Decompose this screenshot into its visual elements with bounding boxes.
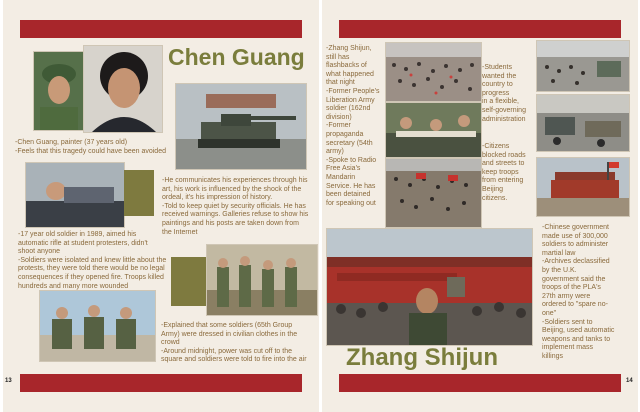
photo-crowd-street <box>536 40 630 92</box>
text-line: wanted the <box>482 72 517 80</box>
text-line: -17 year old soldier in 1989, aimed his <box>18 231 137 238</box>
photo-street-traffic <box>536 94 630 152</box>
text-line: -Around midnight, power was cut off to the <box>161 347 292 355</box>
left-page-title: Chen Guang <box>168 44 305 70</box>
olive-accent-square-2 <box>171 257 206 306</box>
text-line: martial law <box>542 249 576 257</box>
text-line: troops of the PLA's <box>542 284 601 292</box>
text-line: art, his work is influenced by the shock of the <box>162 185 302 193</box>
text-line: -He communicates his experiences through his <box>162 177 308 184</box>
text-line: -Spoke to Radio <box>326 156 377 164</box>
text-line: made use of 300,000 <box>542 232 608 240</box>
text-line: -Students <box>482 64 512 71</box>
text-line: one" <box>542 309 557 317</box>
bottom-red-banner <box>20 374 302 392</box>
text-line: government said the <box>542 275 606 283</box>
text-line: in a flexible, <box>482 98 519 106</box>
photo-young-soldier <box>33 51 85 131</box>
text-line: -Former <box>326 122 351 130</box>
text-line: -Zhang Shijun, <box>326 45 372 52</box>
text-line: from entering <box>482 177 524 185</box>
text-line: -Soldiers were isolated and knew little about the <box>18 256 167 264</box>
photo-zhang-shijun-tiananmen <box>326 228 533 346</box>
text-line: paintings and his posts are taken down from <box>162 219 299 227</box>
text-line: shoot anyone <box>18 248 61 256</box>
photo-crowd-flags <box>385 158 482 228</box>
left-page <box>3 0 319 412</box>
chen-guang-art-text <box>162 177 317 237</box>
text-line: soldier (162nd <box>326 105 371 113</box>
citizens-text <box>482 143 537 203</box>
text-line: protests, they were told there would be no legal <box>18 265 165 273</box>
text-line: Liberation Army <box>326 96 375 104</box>
text-line: ordered to "spare no- <box>542 301 608 309</box>
text-line: Free Asia's <box>326 165 361 173</box>
olive-accent-square-1 <box>124 170 154 216</box>
photo-soldiers-seated <box>39 290 156 362</box>
top-red-banner <box>339 20 621 38</box>
text-line: consequences if they opened fire. Troops killed <box>18 273 164 281</box>
text-line: weapons and tanks to <box>542 335 611 343</box>
text-line: progress <box>482 89 510 97</box>
photo-chen-guang-portrait <box>83 45 163 133</box>
text-line: Service. He has <box>326 182 376 190</box>
right-page-title: Zhang Shijun <box>346 344 498 371</box>
text-line: -Feels that this tragedy could have been avoided <box>15 147 166 155</box>
text-line: what happened <box>326 70 374 78</box>
text-line: army) <box>326 148 344 156</box>
text-line: still has <box>326 53 350 61</box>
page-number: 14 <box>626 378 633 384</box>
text-line: by the U.K. <box>542 266 577 274</box>
text-line: soldiers to administer <box>542 241 609 249</box>
text-line: division) <box>326 113 352 121</box>
text-line: propaganda <box>326 130 364 138</box>
photo-soldiers-marching <box>206 244 318 316</box>
martial-law-text <box>542 224 637 362</box>
text-line: been detained <box>326 191 371 199</box>
photo-crowd-square <box>385 42 482 102</box>
text-line: blocked roads <box>482 151 526 159</box>
text-line: administration <box>482 115 526 123</box>
top-red-banner <box>20 20 302 38</box>
right-page <box>322 0 638 412</box>
text-line: Army) were dressed in civilian clothes in the <box>161 330 298 338</box>
text-line: flashbacks of <box>326 62 367 70</box>
text-line: Beijing <box>482 185 504 193</box>
text-line: -Archives declassified <box>542 258 610 266</box>
text-line: Mandarin <box>326 173 356 181</box>
text-line: square and soldiers were told to fire into the air <box>161 356 307 364</box>
bottom-red-banner <box>339 374 621 392</box>
text-line: -Chen Guang, painter (37 years old) <box>15 139 128 146</box>
text-line: -Told to keep quiet by security officials. He has <box>162 202 306 210</box>
text-line: the Internet <box>162 228 198 236</box>
text-line: killings <box>542 352 564 360</box>
text-line: -Chinese government <box>542 224 609 231</box>
text-line: ordeal, it's his impression of history. <box>162 194 273 202</box>
page-number: 13 <box>5 378 12 384</box>
text-line: -Soldiers sent to <box>542 318 593 326</box>
photo-tiananmen-gate-small <box>536 157 630 217</box>
photo-tank <box>175 83 307 170</box>
text-line: for speaking out <box>326 199 376 207</box>
text-line: citizens. <box>482 194 508 202</box>
text-line: hundreds and many more wounded <box>18 282 129 290</box>
text-line: received warnings. Galleries refuse to show his <box>162 211 309 219</box>
text-line: keep troops <box>482 168 519 176</box>
text-line: -Former People's <box>326 87 380 95</box>
text-line: that night <box>326 79 355 87</box>
students-text <box>482 64 537 124</box>
text-line: country to <box>482 81 513 89</box>
photo-soldier-lying <box>25 162 125 228</box>
text-line: Beijing, used automatic <box>542 327 615 335</box>
zhang-shijun-bio-text <box>326 45 386 208</box>
text-line: 27th army were <box>542 292 591 300</box>
text-line: implement mass <box>542 344 593 352</box>
text-line: secretary (54th <box>326 139 373 147</box>
civilian-clothes-text <box>161 322 316 365</box>
text-line: automatic rifle at student protesters, didn't <box>18 239 148 247</box>
text-line: and streets to <box>482 160 525 168</box>
text-line: -Explained that some soldiers (65th Group <box>161 322 293 329</box>
text-line: crowd <box>161 339 180 347</box>
text-line: -Citizens <box>482 143 510 150</box>
photo-protesters-soldiers <box>385 102 482 158</box>
chen-guang-intro <box>15 139 215 156</box>
text-line: self-governing <box>482 106 526 114</box>
